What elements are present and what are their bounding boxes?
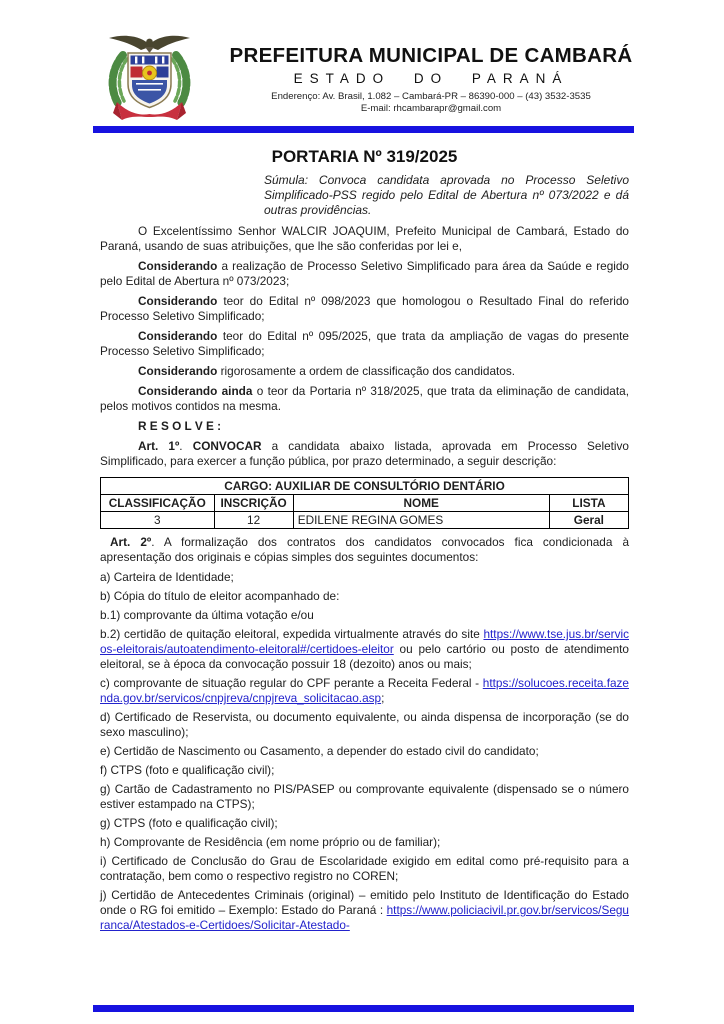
art-1 <box>100 439 629 469</box>
table-cell: Geral <box>549 512 628 529</box>
table-caption: CARGO: AUXILIAR DE CONSULTÓRIO DENTÁRIO <box>101 478 629 495</box>
text: g) Cartão de Cadastramento no PIS/PASEP ou comprovante equivalente (dispensado se o número estiver estampado na CTPS); <box>100 782 629 811</box>
sumula: Súmula: Convoca candidata aprovada no Processo Seletivo Simplificado-PSS regido pelo Edital de Abertura nº 073/2022 e dá outras providências. <box>264 173 629 217</box>
text: . <box>179 439 193 453</box>
text: b) Cópia do título de eleitor acompanhado de: <box>100 589 340 603</box>
bold-text: Considerando <box>138 364 218 378</box>
text: teor do Edital nº 098/2023 que homologou o Resultado Final do referido Processo Seletivo Simplificado; <box>100 294 629 323</box>
bold-text: R E S O L V E : <box>138 419 222 433</box>
text: teor do Edital nº 095/2025, que trata da ampliação de vagas do presente Processo Seletivo Simplificado; <box>100 329 629 358</box>
text: g) CTPS (foto e qualificação civil); <box>100 816 278 830</box>
text: b.1) comprovante da última votação e/ou <box>100 608 314 622</box>
org-name: PREFEITURA MUNICIPAL DE CAMBARÁ <box>229 44 633 67</box>
item-f <box>100 763 629 778</box>
bold-text: Art. 2º <box>110 535 152 549</box>
text: rigorosamente a ordem de classificação dos candidatos. <box>217 364 516 378</box>
bold-text: CONVOCAR <box>192 439 262 453</box>
coat-of-arms-image <box>99 33 200 126</box>
text: . A formalização dos contratos dos candidatos convocados fica condicionada à apresentação dos originais e cópias simples dos seguintes documentos: <box>100 535 629 564</box>
considerando-2 <box>100 294 629 324</box>
convocation-table <box>100 477 629 529</box>
text: d) Certificado de Reservista, ou documento equivalente, ou ainda dispensa de incorporação (se do sexo masculino); <box>100 710 629 739</box>
state-line: ESTADO DO PARANÁ <box>293 71 569 86</box>
considerando-5 <box>100 384 629 414</box>
link[interactable]: https://www.policiacivil.pr.gov.br/servicos/Seguranca/Atestados-e-Certidoes/Solicitar-Atestado- <box>100 903 629 932</box>
text: i) Certificado de Conclusão do Grau de Escolaridade exigido em edital como pré-requisito para a contratação, bem como o respectivo registro no COREN; <box>100 854 629 883</box>
document-body <box>100 147 629 937</box>
text: O Excelentíssimo Senhor WALCIR JOAQUIM, Prefeito Municipal de Cambará, Estado do Paraná, usando de suas atribuições, que lhe são conferidas por lei e, <box>100 224 629 253</box>
item-d <box>100 710 629 740</box>
doc-title: PORTARIA Nº 319/2025 <box>271 147 458 166</box>
address-line: Enderenço: Av. Brasil, 1.082 – Cambará-PR – 86390-000 – (43) 3532-3535 <box>271 91 591 102</box>
considerando-4 <box>100 364 629 379</box>
link[interactable]: https://www.tse.jus.br/servicos-eleitorais/autoatendimento-eleitoral#/certidoes-eleitor <box>100 627 629 656</box>
text: j) Certidão de Antecedentes Criminais (original) – emitido pelo Instituto de Identificação do Estado onde o RG foi emitido – Exemplo: Estado do Paraná : <box>100 888 629 917</box>
text: ou pelo cartório ou posto de atendimento eleitoral, se à época da convocação possuir 18 (dezoito) anos ou mais; <box>100 642 629 671</box>
item-j <box>100 888 629 933</box>
doc-blocks <box>100 224 629 933</box>
table-header: NOME <box>293 495 549 512</box>
table-header: INSCRIÇÃO <box>214 495 293 512</box>
item-b1 <box>100 608 629 623</box>
text: c) comprovante de situação regular do CPF perante a Receita Federal - <box>100 676 483 690</box>
opening-paragraph <box>100 224 629 254</box>
considerando-3 <box>100 329 629 359</box>
item-g2 <box>100 816 629 831</box>
text: ; <box>381 691 385 705</box>
text: o teor da Portaria nº 318/2025, que trata da eliminação de candidata, pelos motivos contidos na mesma. <box>100 384 629 413</box>
bold-text: Considerando ainda <box>138 384 253 398</box>
header-rule <box>93 126 634 133</box>
text: a candidata abaixo listada, aprovada em Processo Seletivo Simplificado, para exercer a função pública, por prazo determinado, a seguir descrição: <box>100 439 629 468</box>
text: a realização de Processo Seletivo Simplificado para área da Saúde e regido pelo Edital de Abertura nº 073/2023; <box>100 259 629 288</box>
bold-text: Considerando <box>138 294 218 308</box>
item-h <box>100 835 629 850</box>
bold-text: Considerando <box>138 259 218 273</box>
item-g <box>100 782 629 812</box>
item-i <box>100 854 629 884</box>
table-cell: 3 <box>101 512 215 529</box>
table-cell: EDILENE REGINA GOMES <box>293 512 549 529</box>
link[interactable]: https://solucoes.receita.fazenda.gov.br/servicos/cnpjreva/cnpjreva_solicitacao.asp <box>100 676 629 705</box>
text: a) Carteira de Identidade; <box>100 570 234 584</box>
text: b.2) certidão de quitação eleitoral, expedida virtualmente através do site <box>100 627 484 641</box>
email-line: E-mail: rhcambarapr@gmail.com <box>360 103 502 114</box>
footer-rule <box>93 1005 634 1012</box>
resolve-line <box>100 419 629 434</box>
letterhead <box>224 44 638 114</box>
considerando-1 <box>100 259 629 289</box>
item-b2 <box>100 627 629 672</box>
bold-text: Considerando <box>138 329 218 343</box>
bold-text: Art. 1º <box>138 439 180 453</box>
table-header: LISTA <box>549 495 628 512</box>
item-e <box>100 744 629 759</box>
art-2 <box>100 535 629 565</box>
text: h) Comprovante de Residência (em nome próprio ou de familiar); <box>100 835 441 849</box>
item-a <box>100 570 629 585</box>
text: e) Certidão de Nascimento ou Casamento, a depender do estado civil do candidato; <box>100 744 539 758</box>
item-c <box>100 676 629 706</box>
table-cell: 12 <box>214 512 293 529</box>
coat-of-arms <box>99 33 200 126</box>
item-b <box>100 589 629 604</box>
table-header: CLASSIFICAÇÃO <box>101 495 215 512</box>
text: f) CTPS (foto e qualificação civil); <box>100 763 275 777</box>
